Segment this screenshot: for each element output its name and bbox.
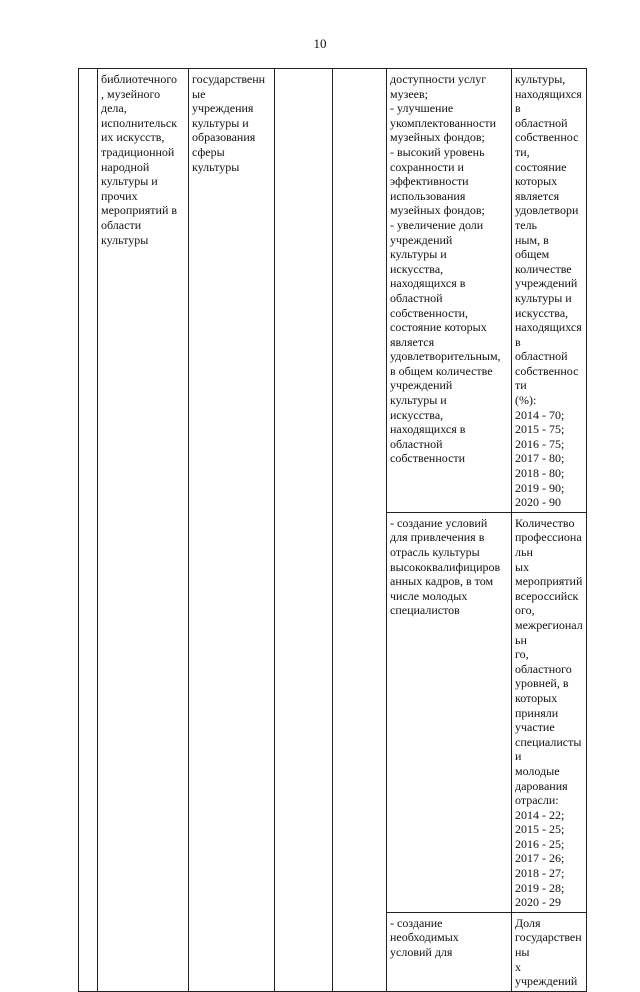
table-cell-col-4 <box>275 69 333 992</box>
program-table <box>78 68 587 992</box>
table-cell-col-5 <box>333 69 387 992</box>
table-cell-task: - создание необходимых условий для <box>387 912 512 991</box>
table-cell-col-1 <box>79 69 98 992</box>
table-cell-col-3: государственн ые учреждения культуры и образования сферы культуры <box>189 69 275 992</box>
page-number: 10 <box>313 36 327 51</box>
table-cell-indicator: Доля государственны х учреждений <box>512 912 587 991</box>
table-cell-task: доступности услуг музеев; - улучшение укомплектованности музейных фондов; - высокий уровень сохранности и эффективности использования музейных фондов; - увеличение доли учреждений культуры и искусства, находящихся в областной собственности, состояние которых является удовлетворительным, в общем количестве учреждений культуры и искусства, находящихся в областной собственности <box>387 69 512 513</box>
table-cell-task: - создание условий для привлечения в отрасль культуры высококвалифициров анных кадров, в том числе молодых специалистов <box>387 512 512 912</box>
table-cell-col-2: библиотечного , музейного дела, исполнительск их искусств, традиционной народной культуры и прочих мероприятий в области культуры <box>98 69 189 992</box>
table-cell-indicator: культуры, находящихся в областной собственности, состояние которых является удовлетворитель ным, в общем количестве учреждений культуры и искусства, находящихся в областной собственности (%): 2014 - 70; 2015 - 75; 2016 - 75; 2017 - 80; 2018 - 80; 2019 - 90; 2020 - 90 <box>512 69 587 513</box>
table-row <box>79 69 587 513</box>
table-cell-indicator: Количество профессиональн ых мероприятий всероссийского, межрегиональн го, областного уровней, в которых приняли участие специалисты и молодые дарования отрасли: 2014 - 22; 2015 - 25; 2016 - 25; 2017 - 26; 2018 - 27; 2019 - 28; 2020 - 29 <box>512 512 587 912</box>
